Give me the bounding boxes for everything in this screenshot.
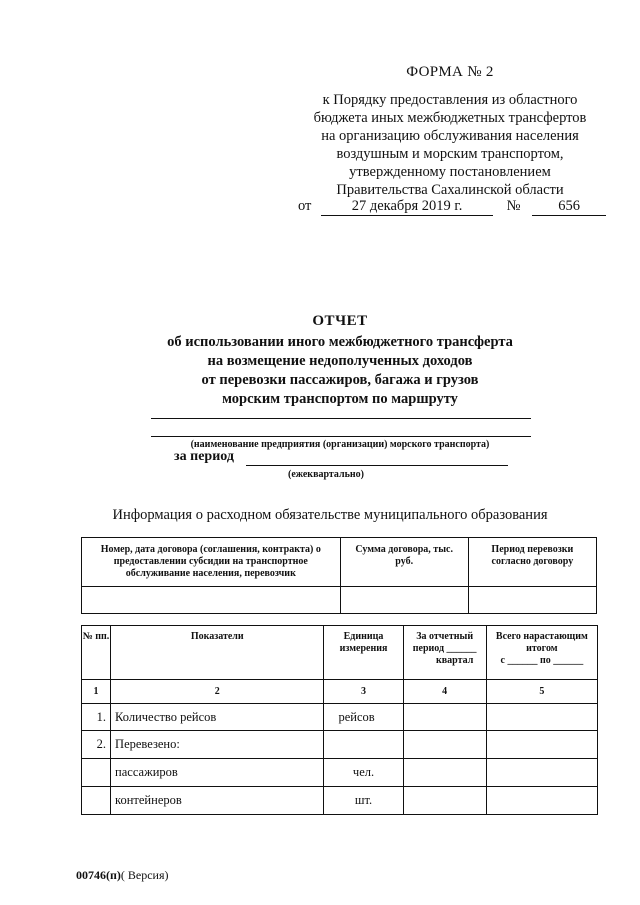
- unit-value: рейсов: [324, 704, 403, 731]
- period-value-cell: [468, 587, 596, 614]
- table-row: [82, 704, 598, 731]
- column-number: 5: [486, 680, 597, 704]
- column-numbers-row: [82, 680, 598, 704]
- order-reference-line-4: воздушным и морским транспортом,: [336, 146, 564, 162]
- cumulative-total-header-line-2: итогом: [526, 643, 558, 654]
- row-number: [82, 759, 111, 787]
- order-reference-line-2: бюджета иных межбюджетных трансфертов: [313, 110, 587, 126]
- row-number: 1.: [82, 704, 111, 731]
- enterprise-note: (наименование предприятия (организации) морского транспорта): [190, 439, 490, 450]
- enterprise-underline: [151, 436, 531, 437]
- report-subtitle-line-3: от перевозки пассажиров, багажа и грузов: [201, 372, 479, 388]
- cumulative-total-value: [486, 787, 597, 815]
- resolution-date: 27 декабря 2019 г.: [321, 198, 493, 216]
- unit-value: [324, 731, 403, 759]
- row-number: [82, 787, 111, 815]
- cumulative-total-value: [486, 704, 597, 731]
- order-reference-line-5: утвержденному постановлением: [349, 164, 551, 180]
- cumulative-total-value: [486, 731, 597, 759]
- report-subtitle-line-4: морским транспортом по маршруту: [222, 391, 458, 407]
- document-version: ( Версия): [120, 868, 169, 882]
- cumulative-total-value: [486, 759, 597, 787]
- form-number-title: ФОРМА № 2: [406, 64, 494, 80]
- contract-header-cell: Номер, дата договора (соглашения, контракта) о предоставлении субсидии на транспортное обслуживание населения, перевозчик: [82, 538, 341, 587]
- route-underline: [151, 418, 531, 419]
- reporting-period-header-line-2: период ______: [412, 643, 477, 654]
- period-underline: [246, 465, 508, 466]
- order-reference-line-3: на организацию обслуживания населения: [321, 128, 579, 144]
- reporting-period-header-cell: [403, 626, 486, 680]
- row-number: 2.: [82, 731, 111, 759]
- number-prefix: №: [506, 198, 521, 214]
- reporting-period-value: [403, 759, 486, 787]
- info-heading: Информация о расходном обязательстве муниципального образования: [112, 507, 548, 523]
- reporting-period-value: [403, 704, 486, 731]
- contract-table: [81, 537, 597, 614]
- date-prefix: от: [298, 198, 312, 214]
- indicator-name: Перевезено:: [111, 731, 324, 759]
- reporting-period-value: [403, 787, 486, 815]
- column-number: 1: [82, 680, 111, 704]
- cumulative-total-header-cell: [486, 626, 597, 680]
- indicator-name: контейнеров: [111, 787, 324, 815]
- period-header-cell: Период перевозки согласно договору: [468, 538, 596, 587]
- indicator-name: пассажиров: [111, 759, 324, 787]
- order-reference-line-1: к Порядку предоставления из областного: [322, 92, 578, 108]
- contract-value-cell: [82, 587, 341, 614]
- report-subtitle-line-1: об использовании иного межбюджетного трансферта: [167, 334, 513, 350]
- resolution-date-line: [298, 198, 608, 216]
- period-note: (ежеквартально): [287, 469, 365, 480]
- num-header-cell: № пп.: [82, 626, 111, 680]
- amount-header-cell: Сумма договора, тыс. руб.: [340, 538, 468, 587]
- unit-header-cell: Единица измерения: [324, 626, 403, 680]
- document-footer: [76, 868, 169, 883]
- table-row: [82, 787, 598, 815]
- order-reference-line-6: Правительства Сахалинской области: [336, 182, 564, 198]
- column-number: 3: [324, 680, 403, 704]
- report-subtitle-line-2: на возмещение недополученных доходов: [207, 353, 473, 369]
- report-title: ОТЧЕТ: [312, 313, 368, 329]
- column-number: 2: [111, 680, 324, 704]
- indicators-table: [81, 625, 598, 815]
- resolution-number: 656: [532, 198, 606, 216]
- table-row: [82, 731, 598, 759]
- period-label: за период: [174, 449, 234, 464]
- reporting-period-value: [403, 731, 486, 759]
- reporting-period-header-line-3: квартал: [436, 655, 474, 666]
- cumulative-total-header-line-1: Всего нарастающим: [495, 631, 588, 642]
- reporting-period-header-line-1: За отчетный: [416, 631, 474, 642]
- table-row: [82, 759, 598, 787]
- unit-value: чел.: [324, 759, 403, 787]
- amount-value-cell: [340, 587, 468, 614]
- unit-value: шт.: [324, 787, 403, 815]
- column-number: 4: [403, 680, 486, 704]
- cumulative-total-header-line-3: с ______ по ______: [500, 655, 584, 666]
- indicator-header-cell: Показатели: [111, 626, 324, 680]
- indicator-name: Количество рейсов: [111, 704, 324, 731]
- document-code: 00746(п): [76, 868, 121, 882]
